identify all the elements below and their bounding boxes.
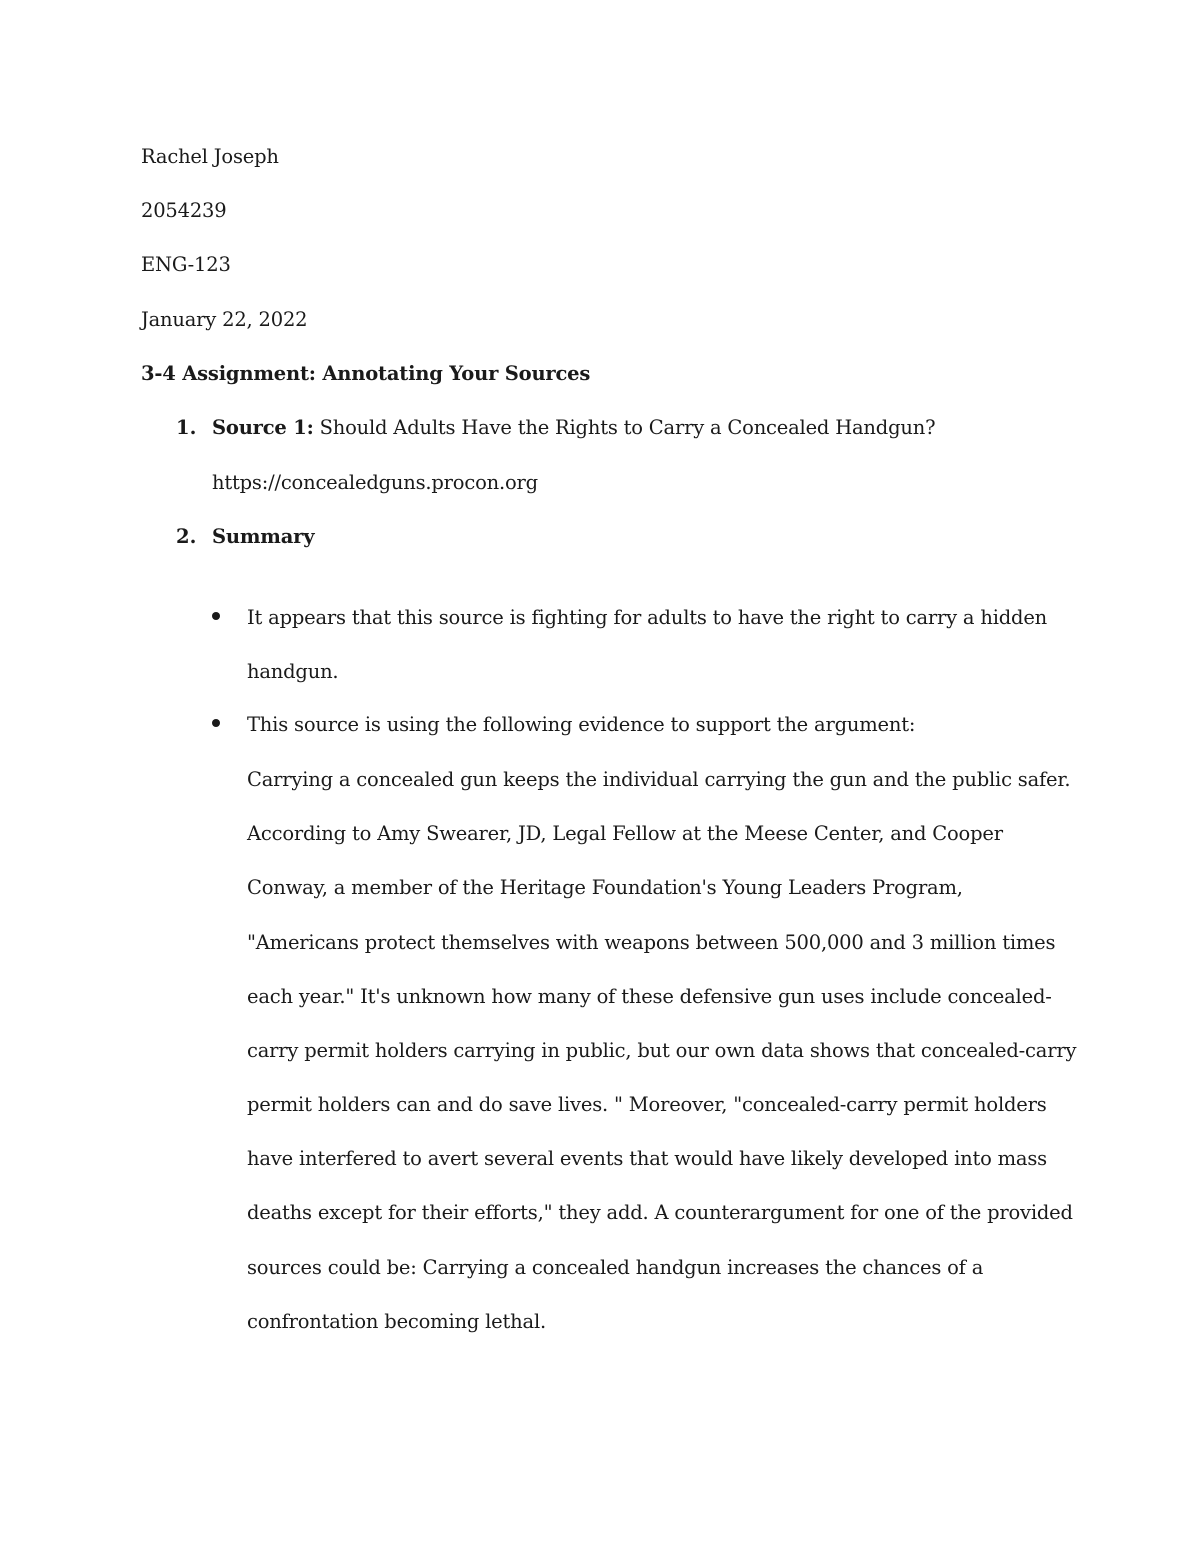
source-1-title: Should Adults Have the Rights to Carry a Concealed Handgun?	[313, 416, 936, 439]
document-date: January 22, 2022	[141, 308, 308, 331]
assignment-title: 3-4 Assignment: Annotating Your Sources	[141, 362, 591, 385]
author-name: Rachel Joseph	[141, 145, 279, 168]
bullet-2-line-7: carry permit holders carrying in public, but our own data shows that concealed-carry	[247, 1039, 1077, 1062]
source-1-label: Source 1:	[212, 416, 314, 439]
bullet-2-line-11: sources could be: Carrying a concealed handgun increases the chances of a	[247, 1256, 984, 1279]
bullet-icon	[212, 612, 220, 620]
list-number-1: 1.	[176, 416, 197, 439]
bullet-2-line-3: According to Amy Swearer, JD, Legal Fellow at the Meese Center, and Cooper	[247, 822, 1003, 845]
bullet-2-line-2: Carrying a concealed gun keeps the individual carrying the gun and the public safer.	[247, 768, 1071, 791]
bullet-icon	[212, 719, 220, 727]
bullet-2-line-6: each year." It's unknown how many of these defensive gun uses include concealed-	[247, 985, 1052, 1008]
bullet-2-line-5: "Americans protect themselves with weapons between 500,000 and 3 million times	[247, 931, 1056, 954]
bullet-2-line-12: confrontation becoming lethal.	[247, 1310, 546, 1333]
bullet-2-line-8: permit holders can and do save lives. " Moreover, "concealed-carry permit holders	[247, 1093, 1047, 1116]
source-1-line	[212, 415, 935, 441]
bullet-2-line-10: deaths except for their efforts," they add. A counterargument for one of the provided	[247, 1201, 1073, 1224]
bullet-2-line-1: This source is using the following evidence to support the argument:	[247, 713, 916, 736]
bullet-1-line-1: It appears that this source is fighting for adults to have the right to carry a hidden	[247, 606, 1048, 629]
bullet-2-line-4: Conway, a member of the Heritage Foundation's Young Leaders Program,	[247, 876, 963, 899]
list-number-2: 2.	[176, 525, 197, 548]
bullet-2-line-9: have interfered to avert several events that would have likely developed into mass	[247, 1147, 1047, 1170]
summary-heading: Summary	[212, 525, 315, 548]
bullet-1-line-2: handgun.	[247, 660, 339, 683]
student-id: 2054239	[141, 199, 227, 222]
course-code: ENG-123	[141, 253, 231, 276]
source-1-url: https://concealedguns.procon.org	[212, 471, 538, 494]
